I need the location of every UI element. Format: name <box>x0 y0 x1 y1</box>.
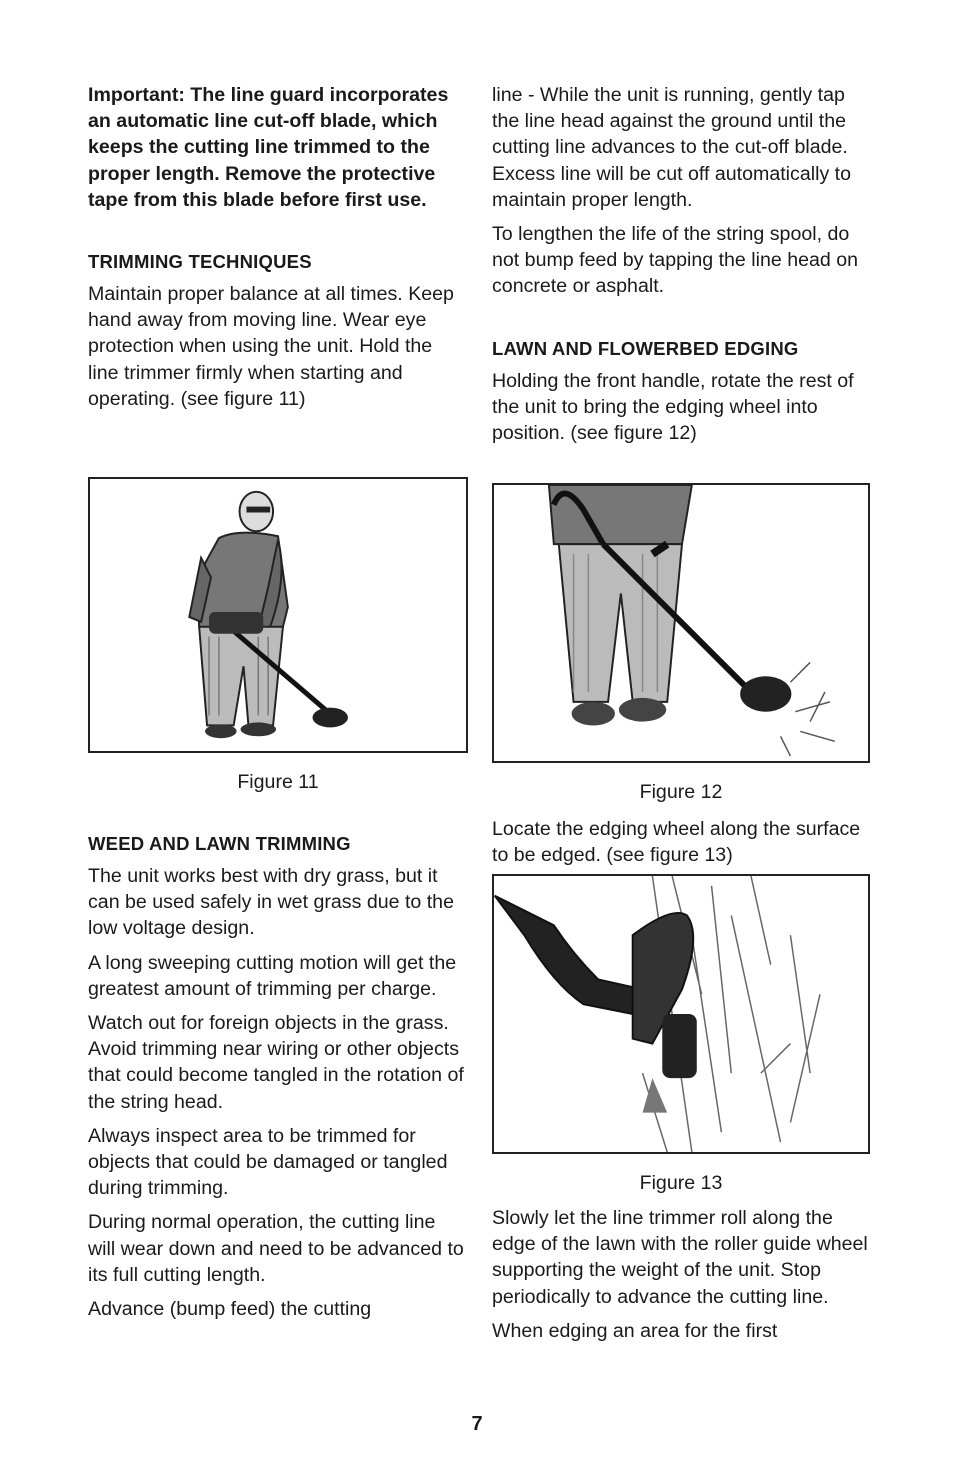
left-column-lower <box>88 833 466 1322</box>
edging-paragraph-3: Slowly let the line trimmer roll along the edge of the lawn with the roller guide wheel supporting the weight of the unit. Stop periodically to advance the cutting line. <box>492 1207 868 1308</box>
weed-paragraph-1: The unit works best with dry grass, but it can be used safely in wet grass due to the low voltage design. <box>88 865 454 940</box>
weed-paragraph-3: Watch out for foreign objects in the grass. Avoid trimming near wiring or other objects that could become tangled in the rotation of the string head. <box>88 1012 464 1113</box>
figure-12-illustration <box>494 485 868 761</box>
continued-paragraph-1: line - While the unit is running, gently tap the line head against the ground until the cutting line advances to the cut-off blade. Excess line will be cut off automatically to maintain proper length. <box>492 84 852 211</box>
page-number: 7 <box>471 1413 483 1435</box>
weed-paragraph-4: Always inspect area to be trimmed for objects that could be damaged or tangled during trimming. <box>88 1124 448 1200</box>
trimming-techniques-text: Maintain proper balance at all times. Keep hand away from moving line. Wear eye protection when using the unit. Hold the line trimmer firmly when starting and operating. (see figure 11) <box>88 283 454 410</box>
figure-13-caption: Figure 13 <box>639 1172 723 1194</box>
edging-heading: LAWN AND FLOWERBED EDGING <box>492 337 799 359</box>
figure-12-caption: Figure 12 <box>639 781 723 803</box>
trimming-techniques-heading: TRIMMING TECHNIQUES <box>88 251 312 273</box>
weed-paragraph-6: Advance (bump feed) the cutting <box>88 1298 372 1321</box>
weed-paragraph-5: During normal operation, the cutting line will wear down and need to be advanced to its full cutting length. <box>88 1211 464 1286</box>
weed-trimming-heading: WEED AND LAWN TRIMMING <box>88 833 351 854</box>
figure-13 <box>492 874 870 1154</box>
continued-paragraph-2: To lengthen the life of the string spool, do not bump feed by tapping the line head on concrete or asphalt. <box>492 223 859 298</box>
figure-12 <box>492 483 870 763</box>
figure-11 <box>88 477 468 753</box>
figure-11-caption: Figure 11 <box>237 771 319 793</box>
edging-paragraph-1: Holding the front handle, rotate the rest of the unit to bring the edging wheel into position. (see figure 12) <box>492 369 854 445</box>
figure-13-illustration <box>494 876 868 1152</box>
important-note: Important: The line guard incorporates an automatic line cut-off blade, which keeps the cutting line trimmed to the proper length. Remove the protective tape from this blade before first use. <box>88 84 449 211</box>
figure-11-illustration <box>90 479 466 751</box>
edging-paragraph-2: Locate the edging wheel along the surface to be edged. (see figure 13) <box>492 818 861 867</box>
right-column-middle <box>492 816 872 868</box>
weed-paragraph-2: A long sweeping cutting motion will get the greatest amount of trimming per charge. <box>88 951 457 1000</box>
right-column <box>492 82 872 446</box>
left-column <box>88 82 466 412</box>
right-column-lower <box>492 1205 872 1344</box>
edging-paragraph-4: When edging an area for the first <box>492 1319 778 1342</box>
